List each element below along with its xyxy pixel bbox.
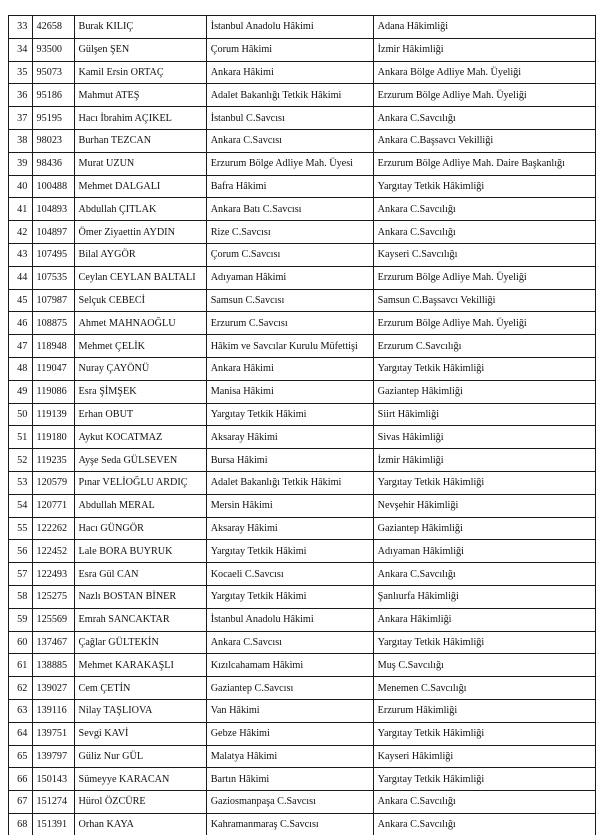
table-row xyxy=(9,563,596,586)
person-name-cell: Burhan TEZCAN xyxy=(74,129,206,152)
person-name-cell: Esra ŞİMŞEK xyxy=(74,380,206,403)
current-position-cell: Ankara Batı C.Savcısı xyxy=(206,198,373,221)
new-position-cell: Gaziantep Hâkimliği xyxy=(373,517,595,540)
table-row xyxy=(9,517,596,540)
table-row xyxy=(9,289,596,312)
current-position-cell: Aksaray Hâkimi xyxy=(206,426,373,449)
new-position-cell: Ankara C.Savcılığı xyxy=(373,791,595,814)
new-position-cell: Erzurum Bölge Adliye Mah. Daire Başkanlığı xyxy=(373,152,595,175)
registry-number-cell: 118948 xyxy=(32,335,74,358)
registry-number-cell: 150143 xyxy=(32,768,74,791)
new-position-cell: Erzurum Bölge Adliye Mah. Üyeliği xyxy=(373,266,595,289)
person-name-cell: Mehmet DALGALI xyxy=(74,175,206,198)
current-position-cell: Yargıtay Tetkik Hâkimi xyxy=(206,540,373,563)
registry-number-cell: 104893 xyxy=(32,198,74,221)
new-position-cell: Kayseri Hâkimliği xyxy=(373,745,595,768)
new-position-cell: Ankara C.Savcılığı xyxy=(373,813,595,835)
person-name-cell: Cem ÇETİN xyxy=(74,677,206,700)
table-row xyxy=(9,38,596,61)
table-row xyxy=(9,471,596,494)
registry-number-cell: 98436 xyxy=(32,152,74,175)
table-row xyxy=(9,107,596,130)
person-name-cell: Abdullah MERAL xyxy=(74,494,206,517)
current-position-cell: Samsun C.Savcısı xyxy=(206,289,373,312)
table-row xyxy=(9,312,596,335)
table-row xyxy=(9,380,596,403)
registry-number-cell: 104897 xyxy=(32,221,74,244)
table-row xyxy=(9,745,596,768)
new-position-cell: Şanlıurfa Hâkimliği xyxy=(373,585,595,608)
row-number-cell: 43 xyxy=(9,243,33,266)
current-position-cell: Gebze Hâkimi xyxy=(206,722,373,745)
current-position-cell: Ankara Hâkimi xyxy=(206,357,373,380)
table-row xyxy=(9,403,596,426)
table-row xyxy=(9,198,596,221)
new-position-cell: Yargıtay Tetkik Hâkimliği xyxy=(373,471,595,494)
current-position-cell: Çorum C.Savcısı xyxy=(206,243,373,266)
current-position-cell: Kızılcahamam Hâkimi xyxy=(206,654,373,677)
new-position-cell: Yargıtay Tetkik Hâkimliği xyxy=(373,768,595,791)
table-body xyxy=(9,16,596,835)
table-row xyxy=(9,631,596,654)
current-position-cell: Bartın Hâkimi xyxy=(206,768,373,791)
registry-number-cell: 137467 xyxy=(32,631,74,654)
current-position-cell: Ankara Hâkimi xyxy=(206,61,373,84)
row-number-cell: 55 xyxy=(9,517,33,540)
registry-number-cell: 119139 xyxy=(32,403,74,426)
current-position-cell: Gaziosmanpaşa C.Savcısı xyxy=(206,791,373,814)
row-number-cell: 68 xyxy=(9,813,33,835)
person-name-cell: Güliz Nur GÜL xyxy=(74,745,206,768)
current-position-cell: Aksaray Hâkimi xyxy=(206,517,373,540)
new-position-cell: İzmir Hâkimliği xyxy=(373,449,595,472)
current-position-cell: Yargıtay Tetkik Hâkimi xyxy=(206,403,373,426)
row-number-cell: 67 xyxy=(9,791,33,814)
new-position-cell: Nevşehir Hâkimliği xyxy=(373,494,595,517)
registry-number-cell: 120771 xyxy=(32,494,74,517)
row-number-cell: 53 xyxy=(9,471,33,494)
current-position-cell: İstanbul C.Savcısı xyxy=(206,107,373,130)
registry-number-cell: 95195 xyxy=(32,107,74,130)
current-position-cell: Bursa Hâkimi xyxy=(206,449,373,472)
new-position-cell: Yargıtay Tetkik Hâkimliği xyxy=(373,175,595,198)
current-position-cell: Yargıtay Tetkik Hâkimi xyxy=(206,585,373,608)
person-name-cell: Nuray ÇAYÖNÜ xyxy=(74,357,206,380)
table-row xyxy=(9,494,596,517)
current-position-cell: Malatya Hâkimi xyxy=(206,745,373,768)
row-number-cell: 39 xyxy=(9,152,33,175)
registry-number-cell: 107495 xyxy=(32,243,74,266)
registry-number-cell: 93500 xyxy=(32,38,74,61)
current-position-cell: Erzurum Bölge Adliye Mah. Üyesi xyxy=(206,152,373,175)
person-name-cell: Hacı İbrahim AÇIKEL xyxy=(74,107,206,130)
person-name-cell: Abdullah ÇITLAK xyxy=(74,198,206,221)
current-position-cell: Manisa Hâkimi xyxy=(206,380,373,403)
person-name-cell: Lale BORA BUYRUK xyxy=(74,540,206,563)
person-name-cell: Esra Gül CAN xyxy=(74,563,206,586)
current-position-cell: Kocaeli C.Savcısı xyxy=(206,563,373,586)
person-name-cell: Orhan KAYA xyxy=(74,813,206,835)
row-number-cell: 66 xyxy=(9,768,33,791)
row-number-cell: 42 xyxy=(9,221,33,244)
person-name-cell: Burak KILIÇ xyxy=(74,16,206,39)
registry-number-cell: 139751 xyxy=(32,722,74,745)
person-name-cell: Mehmet ÇELİK xyxy=(74,335,206,358)
person-name-cell: Emrah SANCAKTAR xyxy=(74,608,206,631)
new-position-cell: Menemen C.Savcılığı xyxy=(373,677,595,700)
person-name-cell: Murat UZUN xyxy=(74,152,206,175)
row-number-cell: 62 xyxy=(9,677,33,700)
new-position-cell: Erzurum C.Savcılığı xyxy=(373,335,595,358)
new-position-cell: Sivas Hâkimliği xyxy=(373,426,595,449)
current-position-cell: Çorum Hâkimi xyxy=(206,38,373,61)
table-row xyxy=(9,335,596,358)
table-row xyxy=(9,175,596,198)
person-name-cell: Hürol ÖZCÜRE xyxy=(74,791,206,814)
row-number-cell: 40 xyxy=(9,175,33,198)
registry-number-cell: 100488 xyxy=(32,175,74,198)
person-name-cell: Mehmet KARAKAŞLI xyxy=(74,654,206,677)
current-position-cell: Adalet Bakanlığı Tetkik Hâkimi xyxy=(206,471,373,494)
person-name-cell: Ömer Ziyaettin AYDIN xyxy=(74,221,206,244)
person-name-cell: Sevgi KAVİ xyxy=(74,722,206,745)
new-position-cell: Gaziantep Hâkimliği xyxy=(373,380,595,403)
registry-number-cell: 151391 xyxy=(32,813,74,835)
table-row xyxy=(9,61,596,84)
registry-number-cell: 119047 xyxy=(32,357,74,380)
registry-number-cell: 95186 xyxy=(32,84,74,107)
row-number-cell: 38 xyxy=(9,129,33,152)
registry-number-cell: 98023 xyxy=(32,129,74,152)
current-position-cell: Erzurum C.Savcısı xyxy=(206,312,373,335)
person-name-cell: Kamil Ersin ORTAÇ xyxy=(74,61,206,84)
row-number-cell: 44 xyxy=(9,266,33,289)
current-position-cell: İstanbul Anadolu Hâkimi xyxy=(206,16,373,39)
row-number-cell: 37 xyxy=(9,107,33,130)
row-number-cell: 34 xyxy=(9,38,33,61)
registry-number-cell: 108875 xyxy=(32,312,74,335)
row-number-cell: 33 xyxy=(9,16,33,39)
registry-number-cell: 107535 xyxy=(32,266,74,289)
current-position-cell: Van Hâkimi xyxy=(206,699,373,722)
new-position-cell: Adıyaman Hâkimliği xyxy=(373,540,595,563)
table-row xyxy=(9,585,596,608)
registry-number-cell: 120579 xyxy=(32,471,74,494)
person-name-cell: Bilal AYGÖR xyxy=(74,243,206,266)
new-position-cell: Kayseri C.Savcılığı xyxy=(373,243,595,266)
current-position-cell: Gaziantep C.Savcısı xyxy=(206,677,373,700)
table-row xyxy=(9,768,596,791)
new-position-cell: Samsun C.Başsavcı Vekilliği xyxy=(373,289,595,312)
table-row xyxy=(9,791,596,814)
current-position-cell: Adıyaman Hâkimi xyxy=(206,266,373,289)
registry-number-cell: 151274 xyxy=(32,791,74,814)
person-name-cell: Ayşe Seda GÜLSEVEN xyxy=(74,449,206,472)
person-name-cell: Nilay TAŞLIOVA xyxy=(74,699,206,722)
row-number-cell: 48 xyxy=(9,357,33,380)
table-row xyxy=(9,357,596,380)
registry-number-cell: 122493 xyxy=(32,563,74,586)
current-position-cell: İstanbul Anadolu Hâkimi xyxy=(206,608,373,631)
registry-number-cell: 42658 xyxy=(32,16,74,39)
new-position-cell: Yargıtay Tetkik Hâkimliği xyxy=(373,631,595,654)
table-row xyxy=(9,16,596,39)
new-position-cell: Ankara Bölge Adliye Mah. Üyeliği xyxy=(373,61,595,84)
registry-number-cell: 125569 xyxy=(32,608,74,631)
person-name-cell: Ahmet MAHNAOĞLU xyxy=(74,312,206,335)
table-row xyxy=(9,221,596,244)
new-position-cell: Ankara C.Savcılığı xyxy=(373,198,595,221)
new-position-cell: Erzurum Hâkimliği xyxy=(373,699,595,722)
person-name-cell: Gülşen ŞEN xyxy=(74,38,206,61)
registry-number-cell: 139027 xyxy=(32,677,74,700)
row-number-cell: 41 xyxy=(9,198,33,221)
table-row xyxy=(9,129,596,152)
person-name-cell: Çağlar GÜLTEKİN xyxy=(74,631,206,654)
person-name-cell: Pınar VELİOĞLU ARDIÇ xyxy=(74,471,206,494)
row-number-cell: 49 xyxy=(9,380,33,403)
row-number-cell: 58 xyxy=(9,585,33,608)
row-number-cell: 45 xyxy=(9,289,33,312)
table-row xyxy=(9,677,596,700)
new-position-cell: İzmir Hâkimliği xyxy=(373,38,595,61)
row-number-cell: 51 xyxy=(9,426,33,449)
person-name-cell: Ceylan CEYLAN BALTALI xyxy=(74,266,206,289)
table-row xyxy=(9,540,596,563)
row-number-cell: 60 xyxy=(9,631,33,654)
table-row xyxy=(9,266,596,289)
table-row xyxy=(9,699,596,722)
current-position-cell: Adalet Bakanlığı Tetkik Hâkimi xyxy=(206,84,373,107)
row-number-cell: 46 xyxy=(9,312,33,335)
current-position-cell: Hâkim ve Savcılar Kurulu Müfettişi xyxy=(206,335,373,358)
person-name-cell: Selçuk CEBECİ xyxy=(74,289,206,312)
table-row xyxy=(9,152,596,175)
table-row xyxy=(9,84,596,107)
new-position-cell: Yargıtay Tetkik Hâkimliği xyxy=(373,722,595,745)
new-position-cell: Ankara C.Başsavcı Vekilliği xyxy=(373,129,595,152)
current-position-cell: Rize C.Savcısı xyxy=(206,221,373,244)
table-row xyxy=(9,449,596,472)
person-name-cell: Mahmut ATEŞ xyxy=(74,84,206,107)
registry-number-cell: 125275 xyxy=(32,585,74,608)
registry-number-cell: 119235 xyxy=(32,449,74,472)
new-position-cell: Siirt Hâkimliği xyxy=(373,403,595,426)
registry-number-cell: 122452 xyxy=(32,540,74,563)
registry-number-cell: 107987 xyxy=(32,289,74,312)
row-number-cell: 57 xyxy=(9,563,33,586)
registry-number-cell: 122262 xyxy=(32,517,74,540)
row-number-cell: 63 xyxy=(9,699,33,722)
registry-number-cell: 138885 xyxy=(32,654,74,677)
table-row xyxy=(9,654,596,677)
row-number-cell: 64 xyxy=(9,722,33,745)
table-row xyxy=(9,722,596,745)
registry-number-cell: 139797 xyxy=(32,745,74,768)
new-position-cell: Muş C.Savcılığı xyxy=(373,654,595,677)
person-name-cell: Aykut KOCATMAZ xyxy=(74,426,206,449)
appointment-table xyxy=(8,15,596,835)
new-position-cell: Adana Hâkimliği xyxy=(373,16,595,39)
registry-number-cell: 119086 xyxy=(32,380,74,403)
new-position-cell: Erzurum Bölge Adliye Mah. Üyeliği xyxy=(373,84,595,107)
table-row xyxy=(9,243,596,266)
row-number-cell: 36 xyxy=(9,84,33,107)
registry-number-cell: 139116 xyxy=(32,699,74,722)
row-number-cell: 61 xyxy=(9,654,33,677)
new-position-cell: Erzurum Bölge Adliye Mah. Üyeliği xyxy=(373,312,595,335)
row-number-cell: 52 xyxy=(9,449,33,472)
person-name-cell: Nazlı BOSTAN BİNER xyxy=(74,585,206,608)
person-name-cell: Sümeyye KARACAN xyxy=(74,768,206,791)
current-position-cell: Bafra Hâkimi xyxy=(206,175,373,198)
table-row xyxy=(9,426,596,449)
row-number-cell: 54 xyxy=(9,494,33,517)
new-position-cell: Ankara Hâkimliği xyxy=(373,608,595,631)
row-number-cell: 35 xyxy=(9,61,33,84)
row-number-cell: 56 xyxy=(9,540,33,563)
person-name-cell: Erhan OBUT xyxy=(74,403,206,426)
current-position-cell: Ankara C.Savcısı xyxy=(206,631,373,654)
row-number-cell: 50 xyxy=(9,403,33,426)
current-position-cell: Mersin Hâkimi xyxy=(206,494,373,517)
person-name-cell: Hacı GÜNGÖR xyxy=(74,517,206,540)
row-number-cell: 65 xyxy=(9,745,33,768)
new-position-cell: Yargıtay Tetkik Hâkimliği xyxy=(373,357,595,380)
new-position-cell: Ankara C.Savcılığı xyxy=(373,563,595,586)
table-row xyxy=(9,608,596,631)
registry-number-cell: 119180 xyxy=(32,426,74,449)
current-position-cell: Ankara C.Savcısı xyxy=(206,129,373,152)
registry-number-cell: 95073 xyxy=(32,61,74,84)
table-row xyxy=(9,813,596,835)
new-position-cell: Ankara C.Savcılığı xyxy=(373,221,595,244)
row-number-cell: 59 xyxy=(9,608,33,631)
new-position-cell: Ankara C.Savcılığı xyxy=(373,107,595,130)
current-position-cell: Kahramanmaraş C.Savcısı xyxy=(206,813,373,835)
row-number-cell: 47 xyxy=(9,335,33,358)
